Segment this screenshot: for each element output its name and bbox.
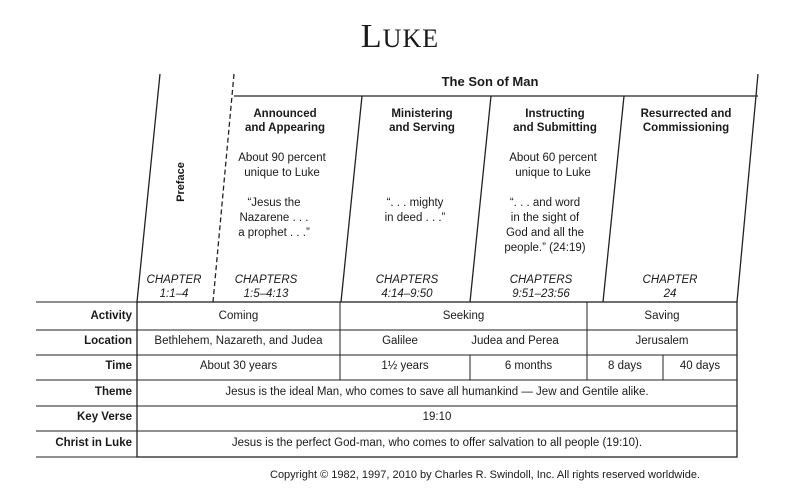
col1-text: About 90 percent unique to Luke <box>238 152 326 179</box>
activity-seeking: Seeking <box>442 310 485 322</box>
col4-heading: Resurrected and Commissioning <box>640 108 732 134</box>
row-label-key-verse: Key Verse <box>77 411 132 423</box>
preface-label: Preface <box>175 162 187 202</box>
col4-chapter: CHAPTER 24 <box>642 274 698 300</box>
row-label-time: Time <box>105 360 132 372</box>
row-label-theme: Theme <box>94 386 132 398</box>
activity-saving: Saving <box>644 310 680 322</box>
col3-quote: “. . . and word in the sight of God and all the people.” (24:19) <box>504 197 586 254</box>
row-label-christ-in: Christ in Luke <box>55 437 132 449</box>
key-verse-text: 19:10 <box>422 411 452 423</box>
time-8-days: 8 days <box>608 360 642 372</box>
location-bethlehem: Bethlehem, Nazareth, and Judea <box>154 335 323 347</box>
copyright-notice: Copyright © 1982, 1997, 2010 by Charles R. Swindoll, Inc. All rights reserved worldwide. <box>270 469 700 481</box>
divider-left <box>137 74 160 302</box>
col1-quote: “Jesus the Nazarene . . . a prophet . . .” <box>238 197 310 239</box>
christ-in-luke-text: Jesus is the perfect God-man, who comes to offer salvation to all people (19:10). <box>231 437 643 449</box>
title-rest: UKE <box>382 24 440 53</box>
col3-heading: Instructing and Submitting <box>513 108 597 134</box>
col1-chapter: CHAPTERS 1:5–4:13 <box>234 274 298 300</box>
preface-chapter: CHAPTER 1:1–4 <box>146 274 202 300</box>
overall-header: The Son of Man <box>441 74 539 89</box>
preface-label-wrap <box>156 162 206 202</box>
row-label-activity: Activity <box>90 310 132 322</box>
col3-text: About 60 percent unique to Luke <box>509 152 597 179</box>
time-40-days: 40 days <box>679 360 721 372</box>
col2-quote: “. . . mighty in deed . . .” <box>384 197 446 224</box>
row-label-location: Location <box>84 335 132 347</box>
location-galilee: Galilee <box>382 335 418 347</box>
location-judea-perea: Judea and Perea <box>471 335 559 347</box>
col3-chapter: CHAPTERS 9:51–23:56 <box>509 274 573 300</box>
title-first-letter: L <box>360 18 383 55</box>
activity-coming: Coming <box>218 310 259 322</box>
col1-heading: Announced and Appearing <box>244 108 326 134</box>
col2-chapter: CHAPTERS 4:14–9:50 <box>375 274 439 300</box>
time-30-years: About 30 years <box>199 360 278 372</box>
time-6-months: 6 months <box>504 360 553 372</box>
theme-text: Jesus is the ideal Man, who comes to save all humankind — Jew and Gentile alike. <box>225 386 649 398</box>
location-jerusalem: Jerusalem <box>635 335 689 347</box>
time-1-5-years: 1½ years <box>381 360 429 372</box>
col2-heading: Ministering and Serving <box>389 108 455 134</box>
